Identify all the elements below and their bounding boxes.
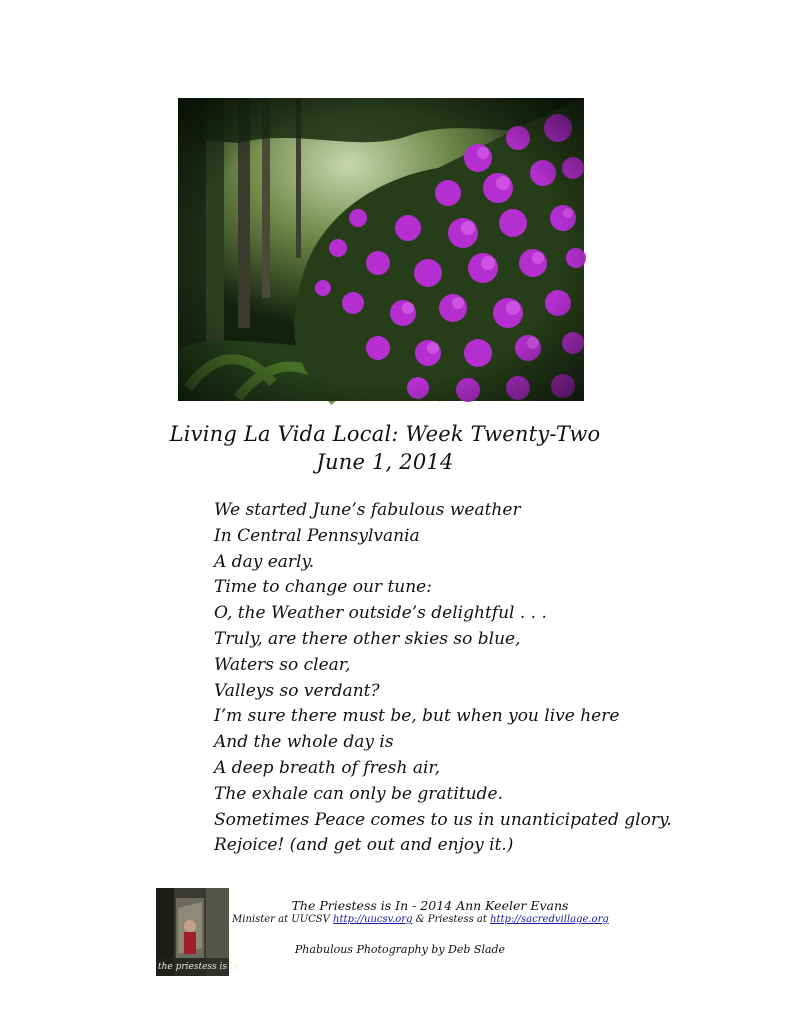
poem-line: Sometimes Peace comes to us in unanticipated glory. bbox=[214, 809, 672, 830]
poem-line: Truly, are there other skies so blue, bbox=[214, 628, 521, 649]
poem-line: Time to change our tune: bbox=[214, 577, 432, 598]
sacredvillage-link[interactable]: http://sacredvillage.org bbox=[490, 914, 609, 925]
poem-line: Rejoice! (and get out and enjoy it.) bbox=[214, 835, 514, 856]
poem-line: A day early. bbox=[214, 551, 315, 572]
priestess-thumbnail bbox=[156, 888, 239, 976]
poem-line: We started June’s fabulous weather bbox=[214, 500, 521, 520]
poem-line: I’m sure there must be, but when you live here bbox=[214, 706, 620, 727]
title-date: June 1, 2014 bbox=[316, 450, 454, 474]
poem-line: The exhale can only be gratitude. bbox=[214, 783, 503, 804]
title-line-1: Living La Vida Local: Week Twenty-Two bbox=[169, 422, 601, 446]
photo-credit: Phabulous Photography by Deb Slade bbox=[294, 943, 506, 956]
poem-line: A deep breath of fresh air, bbox=[214, 757, 441, 778]
thumbnail-caption: the priestess is in bbox=[158, 962, 239, 972]
poem-line: Valleys so verdant? bbox=[214, 680, 380, 701]
affiliation-line bbox=[232, 914, 632, 925]
priestess-label: & Priestess at bbox=[415, 914, 487, 925]
uucsv-link[interactable]: http://uucsv.org bbox=[333, 914, 413, 925]
rhododendron-photo bbox=[178, 98, 584, 401]
poem-line: In Central Pennsylvania bbox=[214, 525, 420, 546]
poem-line: O, the Weather outside’s delightful . . . bbox=[214, 603, 547, 624]
poem bbox=[214, 498, 674, 859]
poem-line: And the whole day is bbox=[214, 732, 394, 753]
minister-label: Minister at UUCSV bbox=[232, 914, 330, 925]
page-title bbox=[150, 420, 620, 476]
author-credit: The Priestess is In - 2014 Ann Keeler Evans bbox=[291, 898, 569, 913]
poem-line: Waters so clear, bbox=[214, 654, 351, 675]
